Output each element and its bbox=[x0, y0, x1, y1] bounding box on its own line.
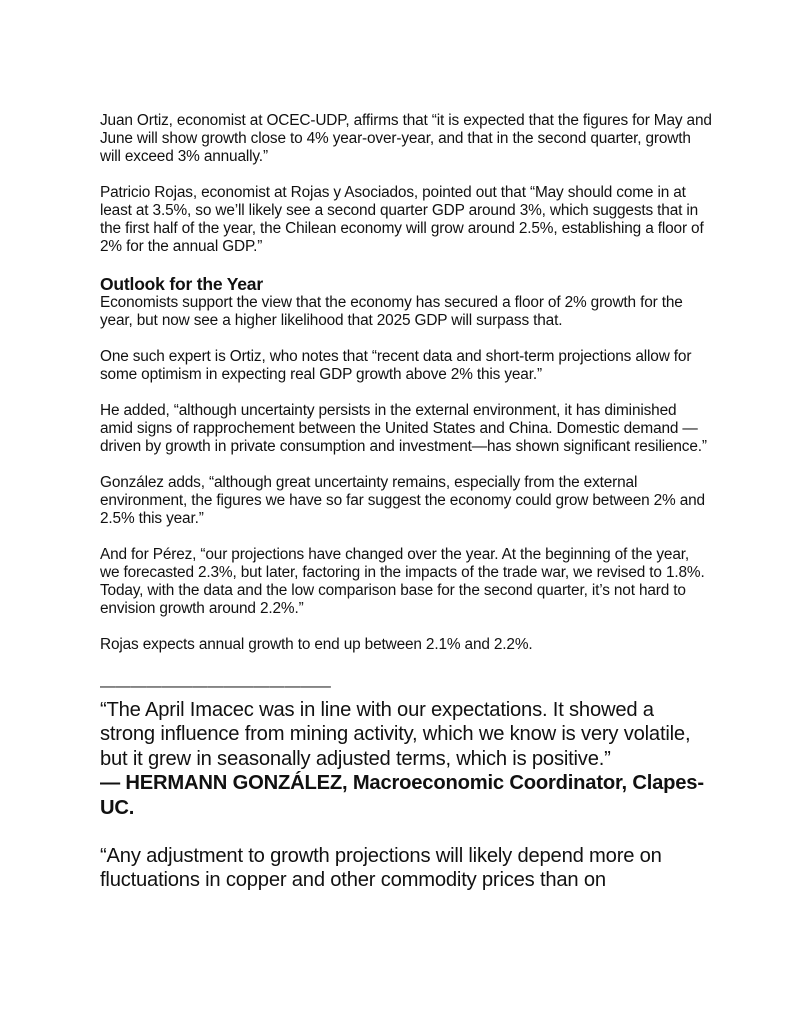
paragraph-rojas-expectation: Rojas expects annual growth to end up between 2.1% and 2.2%. bbox=[100, 636, 533, 653]
paragraph-rojas-quote: Patricio Rojas, economist at Rojas y Asociados, pointed out that “May should come in at least at 3.5%, so we’ll likely see a second quarter GDP around 3%, which suggests that in the first half of the year, the Chilean economy will grow around 2.5%, establishing a floor of 2% for the annual GDP.” bbox=[100, 184, 704, 255]
document-page bbox=[100, 112, 712, 893]
section-heading: Outlook for the Year bbox=[100, 274, 263, 294]
paragraph-perez: And for Pérez, “our projections have changed over the year. At the beginning of the year, we forecasted 2.3%, but later, factoring in the impacts of the trade war, we revised to 1.8%. Today, with the data and the low comparison base for the second quarter, it’s not hard to envision growth around 2.2%.” bbox=[100, 546, 705, 617]
section-divider: ——————————————— bbox=[100, 678, 331, 695]
pull-quote-text: “The April Imacec was in line with our expectations. It showed a strong influence from mining activity, which we know is very volatile, but it grew in seasonally adjusted terms, which is positive.” bbox=[100, 699, 691, 770]
paragraph-ortiz-quote: Juan Ortiz, economist at OCEC-UDP, affirms that “it is expected that the figures for May and June will show growth close to 4% year-over-year, and that in the second quarter, growth will exceed 3% annually.” bbox=[100, 112, 712, 165]
paragraph-external-environment: He added, “although uncertainty persists in the external environment, it has diminished amid signs of rapprochement between the United States and China. Domestic demand —driven by growth in private consumption and investment—has shown significant resilience.” bbox=[100, 402, 707, 455]
paragraph-outlook-intro: Economists support the view that the economy has secured a floor of 2% growth for the year, but now see a higher likelihood that 2025 GDP will surpass that. bbox=[100, 294, 683, 329]
pull-quote-attribution: — HERMANN GONZÁLEZ, Macroeconomic Coordinator, Clapes-UC. bbox=[100, 772, 704, 819]
paragraph-ortiz-optimism: One such expert is Ortiz, who notes that “recent data and short-term projections allow for some optimism in expecting real GDP growth above 2% this year.” bbox=[100, 348, 692, 383]
paragraph-gonzalez: González adds, “although great uncertainty remains, especially from the external environment, the figures we have so far suggest the economy could grow between 2% and 2.5% this year.” bbox=[100, 474, 705, 527]
pull-quote-text: “Any adjustment to growth projections will likely depend more on fluctuations in copper and other commodity prices than on bbox=[100, 845, 662, 892]
